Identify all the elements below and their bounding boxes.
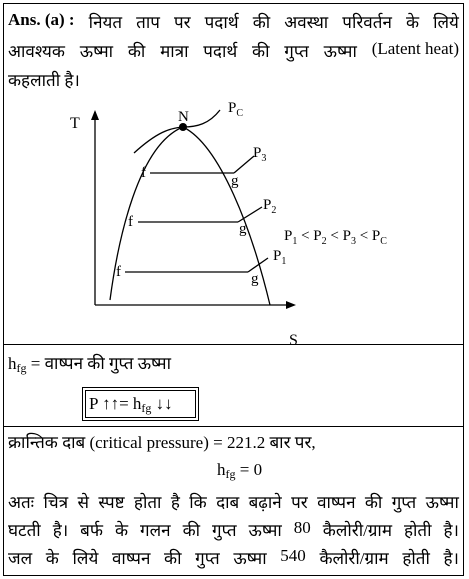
word: की — [252, 42, 270, 61]
word: ऊष्मा — [79, 42, 114, 61]
word: (Latent heat) — [371, 39, 459, 58]
intro-line-3: कहलाती है। — [8, 71, 80, 90]
word: है। — [52, 521, 69, 540]
word: की — [252, 13, 271, 32]
word: नियत — [88, 13, 123, 32]
word: है। — [443, 549, 459, 568]
word: कैलोरी/ग्राम — [322, 521, 392, 540]
word: 80 — [293, 518, 311, 537]
isobar-p3-tail — [234, 156, 254, 173]
word: वाष्पन — [317, 493, 356, 512]
p1-label: $P_1$ — [273, 248, 287, 267]
word: गुप्त — [284, 42, 309, 61]
critical-point-label: N — [178, 109, 189, 125]
word: से — [77, 493, 89, 512]
word: होती — [402, 549, 430, 568]
saturation-dome — [110, 127, 270, 305]
word: घटती — [8, 521, 41, 540]
divider — [4, 344, 463, 345]
word: 540 — [280, 546, 306, 565]
g-label: g — [251, 271, 259, 287]
hfg-zero: $h_{fg} = 0$ — [217, 460, 263, 481]
word: बर्फ — [80, 521, 103, 540]
t-axis-label: T — [70, 115, 80, 132]
pc-label: $P_C$ — [228, 100, 244, 119]
word: गुप्त — [195, 549, 220, 568]
word: अवस्था — [284, 13, 329, 32]
word: पर — [291, 493, 308, 512]
word: ऊष्मा — [425, 493, 459, 512]
word: पदार्थ — [203, 42, 238, 61]
word: के — [114, 521, 129, 540]
isobar-pc — [134, 110, 220, 153]
conclusion-line-3 — [8, 546, 459, 569]
word: गुप्त — [212, 521, 237, 540]
word: चित्र — [43, 493, 69, 512]
word: की — [182, 521, 201, 540]
hfg-definition: $h_{fg}$ = वाष्पन की गुप्त ऊष्मा — [8, 354, 171, 375]
word: लिये — [433, 13, 459, 32]
f-label: f — [116, 264, 121, 280]
word: कैलोरी/ग्राम — [319, 549, 389, 568]
word: की — [364, 493, 383, 512]
divider — [4, 426, 463, 427]
intro-line-2 — [8, 39, 459, 62]
ts-diagram — [62, 100, 412, 350]
conclusion-line-1 — [8, 490, 459, 513]
word: ताप — [136, 13, 160, 32]
f-label: f — [141, 165, 146, 181]
pressure-inequality: $P_1 < P_2 < P_3 < P_C$ — [284, 228, 387, 247]
p3-label: $P_3$ — [253, 145, 267, 164]
word: अतः — [8, 493, 35, 512]
word: वाष्पन — [111, 549, 151, 568]
word: मात्रा — [160, 42, 189, 61]
g-label: g — [231, 173, 239, 189]
word: स्पष्ट — [98, 493, 125, 512]
word: लिये — [72, 549, 99, 568]
word: गुप्त — [391, 493, 417, 512]
t-axis-arrow-icon — [91, 110, 99, 120]
s-axis-arrow-icon — [286, 301, 296, 309]
intro-line-1 — [8, 10, 459, 33]
word: आवश्यक — [8, 42, 65, 61]
word: ऊष्मा — [323, 42, 357, 61]
word: होती — [403, 521, 432, 540]
word: की — [127, 42, 146, 61]
word: दाब — [216, 493, 240, 512]
word: होता — [133, 493, 162, 512]
word: है। — [443, 521, 459, 540]
word: परिवर्तन — [342, 13, 392, 32]
word: पर — [173, 13, 191, 32]
answer-label: Ans. (a) : — [8, 10, 75, 29]
conclusion-line-2 — [8, 518, 459, 541]
f-label: f — [128, 214, 133, 230]
p2-label: $P_2$ — [263, 197, 277, 216]
word: बढ़ाने — [248, 493, 282, 512]
word: की — [164, 549, 182, 568]
word: है — [170, 493, 180, 512]
word: पदार्थ — [204, 13, 239, 32]
boxed-formula: P ↑↑= $h_{fg}$ ↓↓ — [82, 387, 199, 421]
critical-pressure-line: क्रान्तिक दाब (critical pressure) = 221.2 बार पर, — [8, 433, 316, 452]
word: ऊष्मा — [248, 521, 282, 540]
word: के — [45, 549, 59, 568]
word: कि — [189, 493, 207, 512]
answer-box — [3, 3, 464, 576]
word: गलन — [140, 521, 171, 540]
g-label: g — [239, 221, 247, 237]
word: के — [405, 13, 420, 32]
s-axis-label: S — [289, 332, 298, 349]
word: जल — [8, 549, 33, 568]
word: ऊष्मा — [233, 549, 267, 568]
